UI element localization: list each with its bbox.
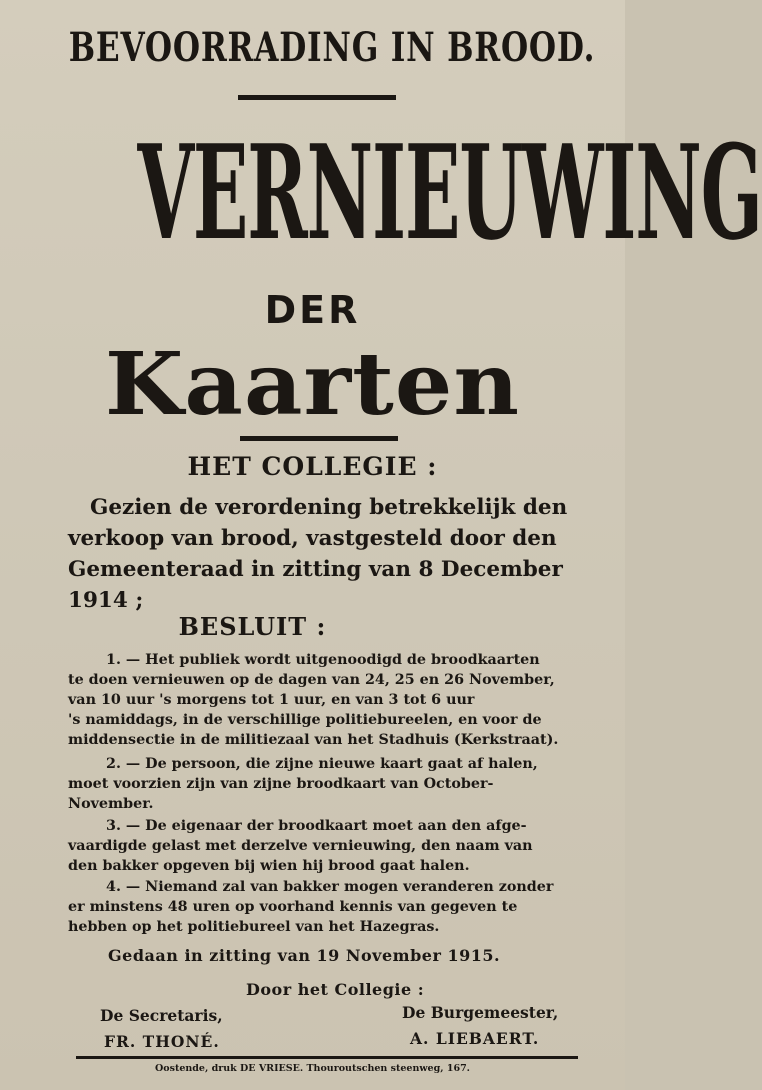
article-line: 3. — De eigenaar der broodkaart moet aan den afge- xyxy=(106,818,527,834)
besluit-heading: BESLUIT : xyxy=(178,612,327,641)
secretary-signature xyxy=(100,1003,223,1055)
preamble-line: verkoop van brood, vastgesteld door den xyxy=(68,526,557,551)
article-line: 1. — Het publiek wordt uitgenoodigd de broodkaarten xyxy=(106,652,540,668)
article-line: November. xyxy=(68,796,154,812)
article-line: 4. — Niemand zal van bakker mogen veranderen zonder xyxy=(106,879,554,895)
college-heading: HET COLLEGIE : xyxy=(187,452,438,481)
article-4 xyxy=(68,877,583,937)
article-line: den bakker opgeven bij wien hij brood gaat halen. xyxy=(68,858,470,874)
preamble-line: 1914 ; xyxy=(68,588,144,613)
secretary-title: De Secretaris, xyxy=(100,1006,223,1025)
divider-bottom xyxy=(76,1056,578,1059)
article-1 xyxy=(68,650,583,750)
divider-middle xyxy=(240,436,398,441)
article-2 xyxy=(68,754,583,814)
poster-title-der: DER xyxy=(264,288,361,332)
article-line: vaardigde gelast met derzelve vernieuwing, den naam van xyxy=(68,838,533,854)
article-3 xyxy=(68,816,583,876)
article-line: van 10 uur 's morgens tot 1 uur, en van 3 tot 6 uur xyxy=(68,692,475,708)
mayor-title: De Burgemeester, xyxy=(402,1003,559,1022)
preamble xyxy=(68,492,583,616)
poster-title: VERNIEUWING xyxy=(137,116,762,269)
preamble-line: Gezien de verordening betrekkelijk den xyxy=(90,495,568,520)
article-line: hebben op het politiebureel van het Hazegras. xyxy=(68,919,440,935)
article-line: te doen vernieuwen op de dagen van 24, 25 en 26 November, xyxy=(68,672,555,688)
article-line: er minstens 48 uren op voorhand kennis van gegeven te xyxy=(68,899,518,915)
mayor-signature xyxy=(402,1000,558,1052)
article-line: middensectie in de militiezaal van het Stadhuis (Kerkstraat). xyxy=(68,732,559,748)
door-het-collegie: Door het Collegie : xyxy=(246,980,425,999)
article-line: moet voorzien zijn van zijne broodkaart van October- xyxy=(68,776,494,792)
preamble-line: Gemeenteraad in zitting van 8 December xyxy=(68,557,563,582)
poster-heading: BEVOORRADING IN BROOD. xyxy=(68,24,596,71)
article-line: 's namiddags, in de verschillige politiebureelen, en voor de xyxy=(68,712,542,728)
article-line: 2. — De persoon, die zijne nieuwe kaart gaat af halen, xyxy=(106,756,538,772)
secretary-name: FR. THONÉ. xyxy=(104,1032,220,1051)
poster-title-kaarten: Kaarten xyxy=(104,334,521,435)
printer-imprint: Oostende, druk DE VRIESE. Thouroutschen steenweg, 167. xyxy=(154,1063,470,1074)
mayor-name: A. LIEBAERT. xyxy=(410,1029,540,1048)
gedaan-line: Gedaan in zitting van 19 November 1915. xyxy=(108,946,501,965)
